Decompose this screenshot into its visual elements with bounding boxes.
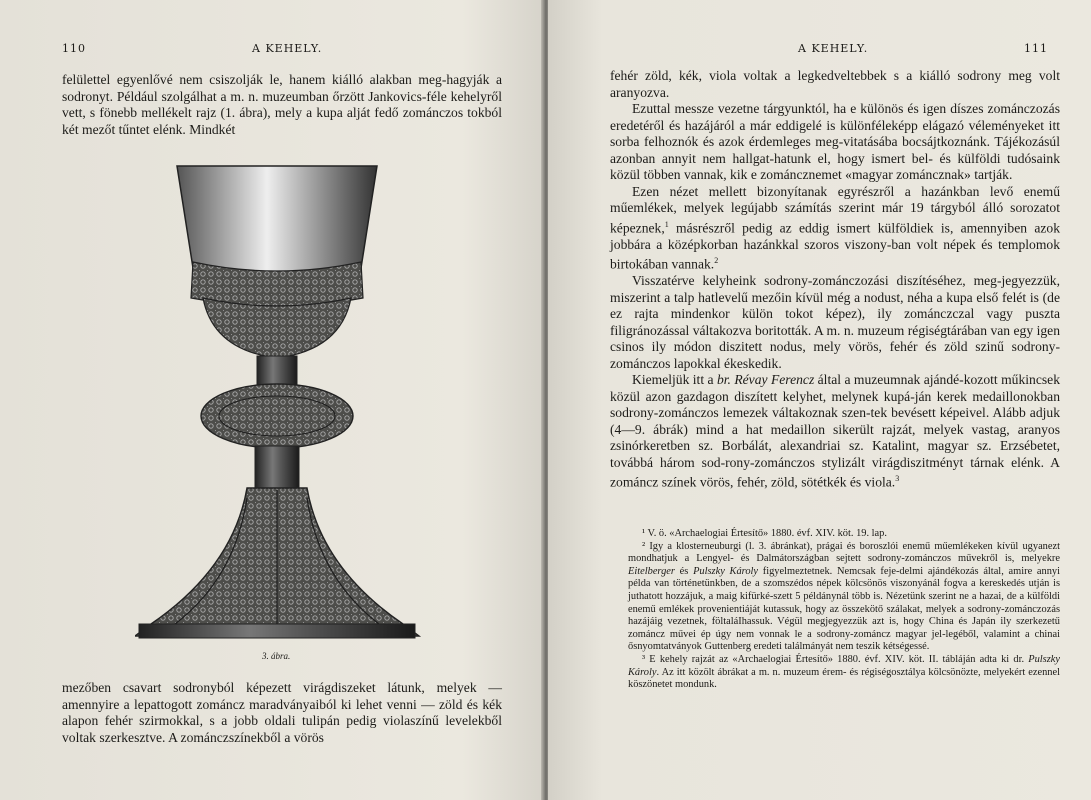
running-head: A KEHELY. [798, 42, 869, 55]
paragraph-3-text-b: másrészről pedig az eddig ismert külföldiek is, amennyiben azok jobbára a középkorban hazánkkal szoros viszony-ban volt népek és templomok birtokában vannak. [610, 220, 1060, 272]
footnote-2-text-b: figyelmeztetnek. Nemcsak feje-delmi ajándékozás által, amire annyi példa van történetünkben, de a szomszédos népek kölcsönös viszonyánál fogva a kereskedés utján is juthatott hozzájuk, a maig kifürké-szett 5 példánynál több is. Nézetünk szerint ne a hazai, de a külföldi enemű emlékek provenientiáját kutassuk, hogy az összekötő szálakat, melyek a sodrony-zománczozás hazájáig vezetnek, föltaláIhassuk. Végül megjegyezzük azt is, hogy China és Japán ily szerkezetű zománcz művei ép úgy nem vonnak le a sodrony-zománcz magyar jel-legéből, valamint a chinai ősnyomtatványok Guttenberg eredeti találmányát nem teszik kétségessé. [628, 565, 1060, 653]
right-page [548, 0, 1091, 800]
person-name: Eitelberger [628, 565, 675, 577]
body-text [610, 68, 1060, 491]
footnote-ref-1: 1 [664, 219, 669, 229]
footnote-3-text-a: ³ E kehely rajzát az «Archaelogiai Értesítő» 1880. évf. XIV. köt. II. tábláján adta ki dr. [642, 653, 1029, 665]
person-name: br. Révay Ferencz [716, 372, 815, 388]
paragraph-1: fehér zöld, kék, viola voltak a legkedveltebbek s a kiálló sodrony meg volt aranyozva. [610, 68, 1060, 100]
person-name: Pulszky Károly [628, 653, 1060, 678]
footnote-3 [628, 654, 1060, 692]
footnote-ref-3: 3 [895, 474, 900, 484]
paragraph-5-text-b: által a muzeumnak ajándé-kozott műkincsek közül azon gazdagon diszített kelyhet, melynek kupá-ján kerek medaillonokban sodrony-zománczos lemezek váltakoznak szen-tek bevésett képeivel. Alább adjuk (4—9. ábrák) mind a hat medaillon sikerült rajzát, melyek vastag, aranyos zsinórkeretben sz. Borbálát, alexandriai sz. Katalint, magyar sz. Erzsébetet, továbbá három sod-rony-zománczos stylizált virágdiszitményt tárnak elénk. A zománcz színek vörös, fehér, zöld, sötétkék és viola. [610, 372, 1060, 490]
paragraph-5-text-a: Kiemeljük itt a [632, 372, 717, 388]
chalice-sheath [203, 298, 351, 358]
paragraph-4: Visszatérve kelyheink sodrony-zománczozási diszítéséhez, meg-jegyezzük, miszerint a talp hatlevelű mezőin kívül még a nodust, néha a kupa első felét is (de ez rajta mindenkor külön tokot képez), ily zománczczal vagy puszta filigránozással váltakozva boritották. A m. n. muzeum régiségtárában van egy igen csinos ily módon diszitett nodus, mely vörös, fehér és zöld szinű sodrony-zománczos lapokkal ékeskedik. [610, 273, 1060, 371]
body-text-bottom: mezőben csavart sodronyból képezett virágdiszeket látunk, melyek — amennyire a lepattogott zománcz maradványaiból ki lehet venni — zöld és kék alapon fehér szirmokkal, s a jobb oldali tulipán pedig violaszínű levelekből voltak szerkesztve. A zománczszínekből a vörös [62, 680, 502, 745]
footnote-2-text-a: ² Igy a klosterneuburgi (l. 3. ábránkat), prágai és boroszlói enemű műemlékeken kívül ugyanezt mondhatjuk a Lengyel- és Dalmátországban sejtett sodrony-zománczos művekről is, melyekre [628, 540, 1060, 565]
body-text-top: felülettel egyenlővé nem csiszolják le, hanem kiálló alakban meg-hagyják a sodronyt. Például szolgálhat a m. n. muzeumban őrzött Jankovics-féle kehelyről vett, s fönebb mellékelt rajz (1. ábra), mely a kupa alját fedő zománczos tokból két mezőt tűntet elénk. Mindkét [62, 72, 502, 137]
footnote-2-text-mid: és [674, 565, 694, 577]
paragraph-2: Ezuttal messze vezetne tárgyunktól, ha e különös és igen díszes zománczozás eredetéről és hazájáról a már eddigelé is különféleképp elágazó véleményeket itt sorba felhoznók és azok érdemleges meg-vitatásába bocsájtkoznánk. Tájékozásúl azonban annyit nem hallgat-hatunk el, hogy ismert bel- és külföldi tudósaink közül többen vannak, kik e zománcznemet «magyar zománcznak» tartják. [610, 101, 1060, 182]
page-number: 110 [62, 42, 86, 55]
person-name: Pulszky Károly [693, 565, 759, 577]
left-page [0, 0, 544, 800]
footnote-1: ¹ V. ö. «Archaelogiai Értesítő» 1880. évf. XIV. köt. 19. lap. [642, 528, 887, 539]
paragraph-3 [610, 184, 1060, 274]
footnotes [628, 528, 1060, 692]
chalice-upper-stem [257, 356, 297, 386]
chalice-illustration [135, 158, 425, 648]
paragraph-3-text-a: Ezen nézet mellett bizonyítanak egyrészről a hazánkban levő enemű műemlékek, melyek legújabb számítás szerint már 19 tárgyból álló sorozatot képeznek, [610, 183, 1060, 236]
chalice-cup [177, 166, 377, 277]
page-number: 111 [1024, 42, 1048, 55]
footnote-3-text-b: . Az itt közölt ábrákat a m. n. muzeum érem- és régiségosztálya kölcsönözte, melyekért ezennel köszönetet mondunk. [628, 666, 1060, 691]
paragraph-5 [610, 372, 1060, 491]
footnote-2 [628, 541, 1060, 654]
chalice-knop [201, 384, 353, 448]
figure-caption: 3. ábra. [262, 651, 291, 661]
footnote-ref-2: 2 [714, 256, 719, 266]
chalice-lower-stem [255, 446, 299, 488]
running-head: A KEHELY. [252, 42, 323, 55]
